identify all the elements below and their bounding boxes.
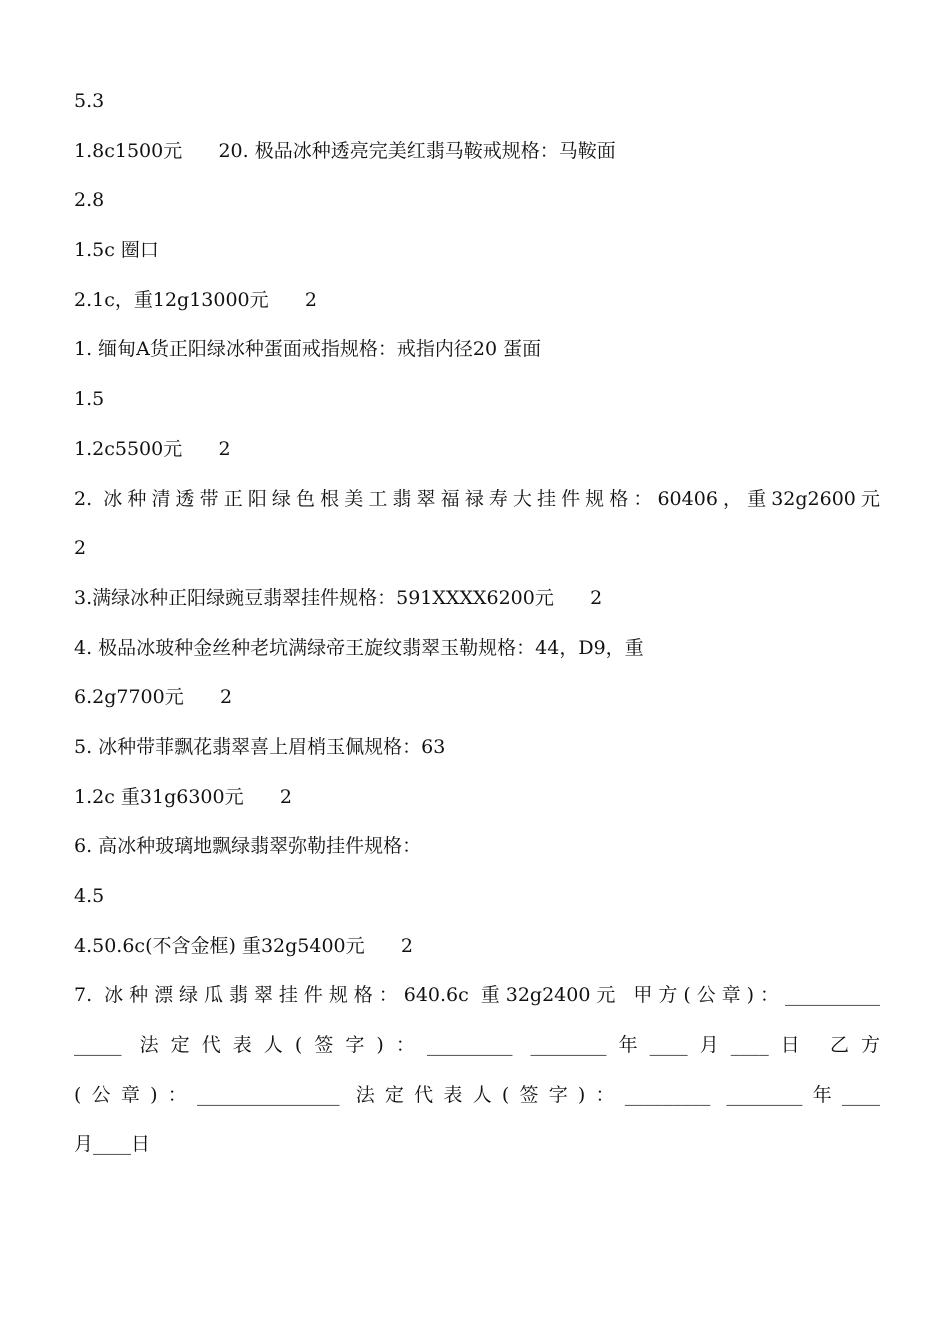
text-line-1: 5.3 bbox=[74, 90, 105, 112]
text-line-11: 3.满绿冰种正阳绿豌豆翡翠挂件规格：591XXXX6200元 2 bbox=[74, 586, 603, 609]
text-line-12: 4. 极品冰玻种金丝种老坑满绿帝王旋纹翡翠玉勒规格：44，D9，重 bbox=[74, 636, 644, 659]
text-line-4: 1.5c 圈口 bbox=[74, 239, 159, 262]
text-line-16: 6. 高冰种玻璃地飘绿翡翠弥勒挂件规格： bbox=[74, 835, 422, 858]
text-line-2: 1.8c1500元 20. 极品冰种透亮完美红翡马鞍戒规格：马鞍面 bbox=[74, 139, 616, 162]
text-line-7: 1.5 bbox=[74, 388, 105, 411]
text-line-6: 1. 缅甸A货正阳绿冰种蛋面戒指规格：戒指内径20 蛋面 bbox=[74, 338, 542, 361]
text-line-22: 月____日 bbox=[74, 1133, 151, 1156]
text-line-14: 5. 冰种带菲飘花翡翠喜上眉梢玉佩规格：63 bbox=[74, 735, 446, 758]
text-line-13: 6.2g7700元 2 bbox=[74, 686, 233, 709]
text-line-15: 1.2c 重31g6300元 2 bbox=[74, 785, 292, 808]
text-line-21: (公章)：_______________ 法定代表人(签字)：_________ ________年____ bbox=[74, 1083, 880, 1106]
text-line-8: 1.2c5500元 2 bbox=[74, 437, 231, 460]
text-line-10: 2 bbox=[74, 537, 87, 560]
text-line-18: 4.50.6c(不含金框) 重32g5400元 2 bbox=[74, 934, 413, 957]
text-line-20: _____ 法定代表人(签字)：_________ ________年____月____日 乙方 bbox=[74, 1034, 880, 1057]
text-line-3: 2.8 bbox=[74, 189, 105, 212]
text-line-5: 2.1c，重12g13000元 2 bbox=[74, 288, 317, 311]
text-line-17: 4.5 bbox=[74, 885, 105, 907]
text-line-19: 7. 冰种漂绿瓜翡翠挂件规格：640.6c 重32g2400元 甲方(公章)：__________ bbox=[74, 984, 880, 1007]
text-line-9: 2. 冰种清透带正阳绿色根美工翡翠福禄寿大挂件规格：60406，重32g2600元 bbox=[74, 487, 880, 510]
document-page bbox=[74, 86, 880, 1179]
